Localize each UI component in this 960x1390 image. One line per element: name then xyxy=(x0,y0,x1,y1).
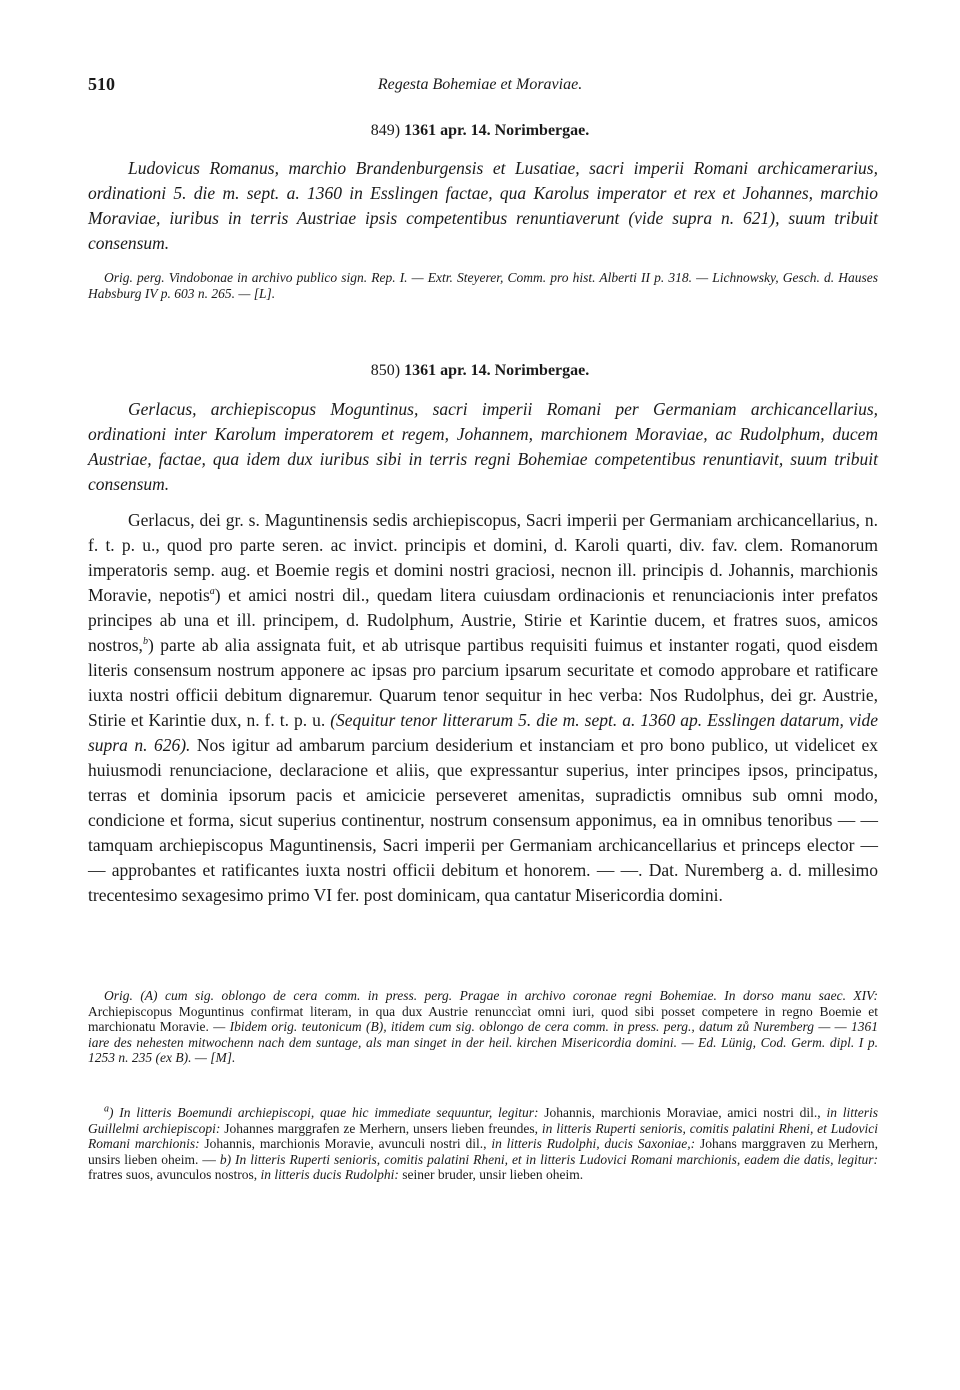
entry-850-charter-text xyxy=(88,508,878,908)
entry-849-regest-block xyxy=(88,156,878,256)
charter-text-part-4: Nos igitur ad ambarum parcium desiderium et instanciam et pro bono publico, ut videlicet ex huiusmodi renunciacione, declaracione et aliis, que expressantur superius, inter principes ipsos, principatus, terras et dominia ipsorum pacis et amicicie perseveret amenitas, supradictis omnibus sub omni modo, condicione et forma, sicut superius continentur, nostrum consensum apponimus, ea in omnibus tenoribus — — tamquam archiepiscopus Maguntinensis, Sacri imperii per Germaniam archicancellarius et princeps elector — — approbantes et ratificantes iuxta nostri officii debitum et honorem. — —. Dat. Nuremberg a. d. millesimo trecentesimo sexagesimo primo VI fer. post dominicam, qua cantatur Misericordia domini. xyxy=(88,735,878,905)
charter-text-part-1: Gerlacus, dei gr. s. Maguntinensis sedis archiepiscopus, Sacri imperii per Germaniam archicancellarius, n. f. t. p. u., quod pro parte seren. ac invict. principis et domini, d. Karoli quarti, div. fav. clem. Romanorum imperatoris semp. aug. et Boemie regis et domini nostri graciosi, necnon ill. principis d. Johannis, marchionis Moravie, nepotis xyxy=(88,510,878,605)
footnote-part-9: b) In litteris Ruperti senioris, comitis palatini Rheni, et in litteris Ludovici Romani marchionis, eadem die datis, legitur: xyxy=(219,1151,879,1167)
footnote-part-12: seiner bruder, unsir lieben oheim. xyxy=(402,1167,584,1182)
entry-849-source: Orig. perg. Vindobonae in archivo publico sign. Rep. I. — Extr. Steyerer, Comm. pro hist. Alberti II p. 318. — Lichnowsky, Gesch. d. Hauses Habsburg IV p. 603 n. 265. — [L]. xyxy=(88,270,878,301)
charter-editorial-insertion: (Sequitur tenor litterarum 5. die m. sept. a. 1360 ap. Esslingen datarum, vide supra n. 626). xyxy=(88,710,879,755)
footnote-part-5: in litteris Ruperti senioris, comitis palatini Rheni, et Ludovici Romani marchionis: xyxy=(88,1120,879,1151)
footnote-marker-b: b xyxy=(142,636,148,648)
running-title: Regesta Bohemiae et Moraviae. xyxy=(377,76,583,93)
footnote-part-7: in litteris Rudolphi, ducis Saxoniae,: xyxy=(491,1136,696,1151)
entry-850-number: 850) xyxy=(370,362,401,379)
entry-849-source-block xyxy=(88,270,878,301)
entry-849-number: 849) xyxy=(370,122,401,139)
source-part-2: Archiepiscopus Moguntinus confirmat literam, in qua dux Austrie renunccìat omni iuri, quod sibi posset competere in regno Boemie et marchionatu Moravie. xyxy=(88,1003,878,1034)
entry-849-date-place: 1361 apr. 14. Norimbergae. xyxy=(404,122,590,139)
footnote-part-3: in litteris Guillelmi archiepiscopi: xyxy=(88,1105,879,1136)
entry-850-heading xyxy=(0,362,960,380)
footnote-marker-a: a xyxy=(209,586,215,598)
entry-850-regest-block xyxy=(88,397,878,497)
footnote-a-mark: a xyxy=(104,1103,109,1115)
entry-849-regest: Ludovicus Romanus, marchio Brandenburgensis et Lusatiae, sacri imperii Romani archicamerarius, ordinationi 5. die m. sept. a. 1360 in Esslingen factae, qua Karolus imperator et rex et Johannes, marchio Moraviae, iuribus in terris Austriae ipsis competentibus renuntiaverunt (vide supra n. 621), suum tribuit consensum. xyxy=(88,158,878,253)
entry-850-text-block xyxy=(88,508,878,908)
footnote-part-6: Johannis, marchionis Moravie, avunculi nostri dil., xyxy=(204,1136,487,1151)
entry-849-heading xyxy=(0,122,960,140)
footnotes xyxy=(88,1105,878,1183)
charter-text-part-2: ) et amici nostri dil., quedam litera cuiusdam ordinacionis et renunciacionis inter prefatos principes ab una et ill. principem, d. Rudolphum, Austrie, Stirie et Karintie ducem, et fratres suos, amicos nostros, xyxy=(88,585,878,655)
charter-text-part-3: ) parte ab alia assignata fuit, et ab utrisque partibus requisiti fuimus et instanter rogati, quod eisdem literis consensum nostrum apponere ac ipsas pro parcium ipsarum securitate et comodo approbare et ratificare iuxta nostri officii debitum dignaremur. Quarum tenor sequitur in hec verba: Nos Rudolphus, dei gr. Austrie, Stirie et Karintie dux, n. f. t. p. u. xyxy=(88,635,878,730)
source-part-1: Orig. (A) cum sig. oblongo de cera comm. in press. perg. Pragae in archivo coronae regni Bohemiae. In dorso manu saec. XIV: xyxy=(104,988,878,1003)
entry-850-source xyxy=(88,988,878,1066)
footnote-part-1: ) In litteris Boemundi archiepiscopi, quae hic immediate sequuntur, legitur: xyxy=(109,1105,539,1120)
entry-850-source-block xyxy=(88,988,878,1066)
footnotes-block xyxy=(88,1105,878,1183)
footnote-part-2: Johannis, marchionis Moraviae, amici nostri dil., xyxy=(544,1105,821,1120)
entry-850-regest: Gerlacus, archiepiscopus Moguntinus, sacri imperii Romani per Germaniam archicancellarius, ordinationi inter Karolum imperatorem et regem, Johannem, marchionem Moraviae, ac Rudolphum, ducem Austriae, factae, qua idem dux iuribus sibi in terris regni Bohemiae competentibus renuntiavit, suum tribuit consensum. xyxy=(88,399,878,494)
page-number: 510 xyxy=(88,74,115,94)
source-part-4: — Ed. Lünig, Cod. Germ. dipl. I p. 1253 n. 235 (ex B). — [M]. xyxy=(88,1034,879,1065)
footnote-part-11: in litteris ducis Rudolphi: xyxy=(260,1167,399,1182)
footnote-part-8: Johans marggraven zu Merhern, unsirs lieben oheim. — xyxy=(88,1136,879,1167)
source-part-3: — Ibidem orig. teutonicum (B), itidem cum sig. oblongo de cera comm. in press. perg., datum zů Nuremberg — — 1361 iare des nehesten mitwochenn nach dem suntage, als man singet in der heil. kirchen Misericordia domini. xyxy=(88,1019,878,1050)
footnote-part-4: Johannes marggrafen ze Merhern, unsers lieben freundes, xyxy=(224,1120,539,1136)
footnote-part-10: fratres suos, avunculos nostros, xyxy=(88,1167,258,1182)
entry-850-date-place: 1361 apr. 14. Norimbergae. xyxy=(404,362,590,379)
